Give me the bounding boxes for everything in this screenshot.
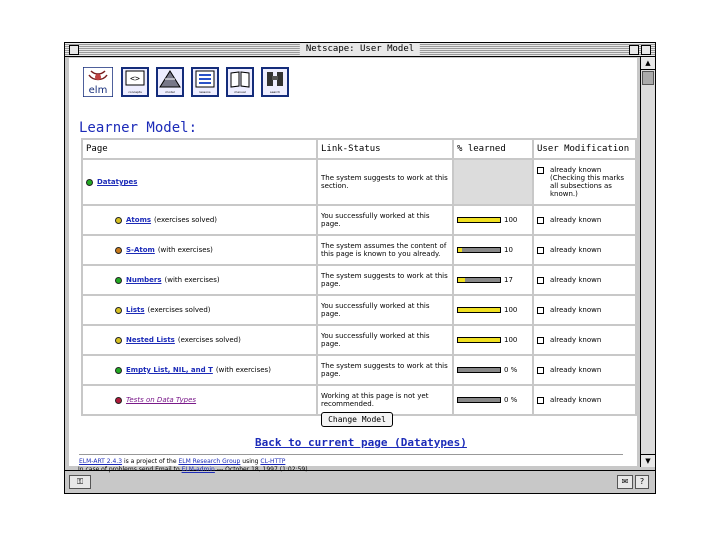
already-known-checkbox[interactable] — [537, 397, 544, 404]
model-button[interactable] — [156, 67, 184, 97]
learner-model-table — [81, 138, 637, 416]
progress-fill — [458, 248, 462, 252]
footer-text-1: is a project of the — [123, 458, 177, 465]
status-ball-icon — [115, 397, 122, 404]
list-icon — [193, 69, 217, 89]
page-cell — [83, 356, 316, 384]
progress-bar — [457, 277, 501, 283]
footer-text-4: --- October 18, 1997 (1:02:59) — [216, 466, 308, 473]
page-link[interactable]: S-Atom — [126, 246, 155, 254]
progress-bar — [457, 337, 501, 343]
progress-fill — [458, 338, 500, 342]
percent-learned-cell — [454, 206, 532, 234]
page-link[interactable]: Atoms — [126, 216, 152, 224]
progress-bar — [457, 217, 501, 223]
percent-learned-cell — [454, 326, 532, 354]
table-row — [83, 160, 635, 204]
link-status-cell: The system suggests to work at this section. — [318, 160, 452, 204]
header-page: Page — [83, 140, 316, 158]
progress-fill — [458, 308, 500, 312]
page-cell — [83, 386, 316, 414]
already-known-label: already known — [550, 336, 602, 344]
page-title: Learner Model: — [79, 120, 198, 136]
already-known-label: already known — [550, 216, 602, 224]
table-row — [83, 266, 635, 294]
elm-research-group-link[interactable]: ELM Research Group — [178, 458, 241, 465]
page-content — [69, 58, 637, 466]
user-modification-cell — [534, 356, 635, 384]
footer-line-1 — [79, 458, 285, 465]
status-ball-icon — [115, 307, 122, 314]
window-title: Netscape: User Model — [300, 43, 420, 56]
link-status-cell: You successfully worked at this page. — [318, 206, 452, 234]
percent-learned-cell — [454, 356, 532, 384]
cl-http-link[interactable]: CL-HTTP — [260, 458, 286, 465]
mail-icon[interactable]: ✉ — [617, 475, 633, 489]
elm-admin-link[interactable]: ELM-admin — [181, 466, 215, 473]
footer-line-2 — [78, 466, 308, 473]
progress-bar — [457, 367, 501, 373]
percent-value: 100 — [504, 336, 518, 344]
page-cell — [83, 266, 316, 294]
page-cell — [83, 236, 316, 264]
already-known-label: already known — [550, 276, 602, 284]
browser-window — [64, 42, 656, 494]
title-bar[interactable] — [65, 43, 655, 57]
page-suffix: (with exercises) — [164, 276, 220, 284]
link-status-cell: The system suggests to work at this page. — [318, 266, 452, 294]
lessons-caption: lessons — [199, 90, 211, 94]
close-box-icon[interactable] — [69, 45, 79, 55]
status-ball-icon — [115, 367, 122, 374]
already-known-checkbox[interactable] — [537, 307, 544, 314]
page-link[interactable]: Numbers — [126, 276, 162, 284]
page-cell — [83, 326, 316, 354]
elm-art-link[interactable]: ELM-ART 2.4.3 — [79, 458, 123, 465]
percent-value: 0 % — [504, 396, 518, 404]
status-bar — [65, 470, 655, 493]
binoculars-icon — [263, 69, 287, 89]
user-modification-cell — [534, 236, 635, 264]
scroll-up-arrow-icon[interactable]: ▲ — [641, 57, 655, 70]
book-icon — [228, 69, 252, 89]
percent-value: 100 — [504, 306, 518, 314]
table-row — [83, 236, 635, 264]
percent-value: 100 — [504, 216, 518, 224]
already-known-checkbox[interactable] — [537, 247, 544, 254]
scroll-down-arrow-icon[interactable]: ▼ — [641, 454, 655, 467]
already-known-checkbox[interactable] — [537, 337, 544, 344]
progress-fill — [458, 278, 465, 282]
progress-bar — [457, 307, 501, 313]
page-suffix: (exercises solved) — [147, 306, 211, 314]
already-known-checkbox[interactable] — [537, 367, 544, 374]
model-caption: model — [165, 90, 175, 94]
page-link[interactable]: Empty List, NIL, and T — [126, 366, 213, 374]
page-link[interactable]: Datatypes — [97, 178, 138, 186]
already-known-label: already known — [550, 166, 602, 174]
page-link[interactable]: Tests on Data Types — [126, 396, 197, 404]
already-known-checkbox[interactable] — [537, 167, 544, 174]
table-row — [83, 386, 635, 414]
already-known-checkbox[interactable] — [537, 277, 544, 284]
page-suffix: (exercises solved) — [154, 216, 218, 224]
vertical-scrollbar[interactable] — [640, 57, 655, 467]
page-suffix: (exercises solved) — [177, 336, 241, 344]
footer-text-2: using — [242, 458, 259, 465]
manual-button[interactable] — [226, 67, 254, 97]
link-status-cell: You successfully worked at this page. — [318, 326, 452, 354]
progress-fill — [458, 218, 500, 222]
svg-text:<>: <> — [130, 74, 140, 83]
page-cell — [83, 206, 316, 234]
table-row — [83, 206, 635, 234]
table-row — [83, 326, 635, 354]
already-known-label: already known — [550, 246, 602, 254]
link-status-cell: The system suggests to work at this page. — [318, 356, 452, 384]
table-row — [83, 356, 635, 384]
user-modification-cell — [534, 326, 635, 354]
header-user-modification: User Modification — [534, 140, 635, 158]
lessons-button[interactable] — [191, 67, 219, 97]
scroll-thumb[interactable] — [642, 71, 654, 85]
page-cell — [83, 160, 316, 204]
already-known-checkbox[interactable] — [537, 217, 544, 224]
search-caption: search — [270, 90, 280, 94]
percent-learned-cell — [454, 386, 532, 414]
link-status-cell: The system assumes the content of this page is known to you already. — [318, 236, 452, 264]
elm-logo — [83, 67, 113, 97]
percent-learned-cell — [454, 236, 532, 264]
zoom-box-icon[interactable] — [629, 45, 639, 55]
user-modification-cell — [534, 160, 635, 204]
back-to-current-page-link[interactable]: Back to current page (Datatypes) — [255, 436, 467, 449]
percent-learned-cell — [454, 296, 532, 324]
header-percent-learned: % learned — [454, 140, 532, 158]
status-ball-icon — [115, 217, 122, 224]
manual-caption: manual — [234, 90, 246, 94]
user-modification-cell — [534, 296, 635, 324]
status-ball-icon — [86, 179, 93, 186]
already-known-note: (Checking this marks all subsections as known.) — [550, 174, 624, 198]
already-known-label: already known — [550, 306, 602, 314]
change-model-button[interactable]: Change Model — [321, 412, 393, 427]
collapse-box-icon[interactable] — [641, 45, 651, 55]
user-modification-cell — [534, 386, 635, 414]
page-suffix: (with exercises) — [157, 246, 213, 254]
help-icon[interactable]: ? — [635, 475, 649, 489]
logo-text: elm — [88, 85, 108, 96]
already-known-label: already known — [550, 366, 602, 374]
page-link[interactable]: Nested Lists — [126, 336, 175, 344]
security-key-icon[interactable]: ⚿ — [69, 475, 91, 489]
pyramid-icon — [158, 69, 182, 89]
percent-learned-cell — [454, 160, 532, 204]
table-row — [83, 296, 635, 324]
page-cell — [83, 296, 316, 324]
status-ball-icon — [115, 247, 122, 254]
percent-value: 17 — [504, 276, 513, 284]
already-known-label: already known — [550, 396, 602, 404]
footer-text-3: In case of problems send Email to — [78, 466, 180, 473]
link-status-cell: Working at this page is not yet recommended. — [318, 386, 452, 414]
link-status-cell: You successfully worked at this page. — [318, 296, 452, 324]
concepts-button[interactable] — [121, 67, 149, 97]
percent-learned-cell — [454, 266, 532, 294]
page-link[interactable]: Lists — [126, 306, 145, 314]
percent-value: 10 — [504, 246, 513, 254]
user-modification-cell — [534, 206, 635, 234]
concepts-caption: concepts — [128, 90, 142, 94]
code-icon — [123, 69, 147, 89]
divider — [79, 454, 623, 455]
status-ball-icon — [115, 277, 122, 284]
status-ball-icon — [115, 337, 122, 344]
percent-value: 0 % — [504, 366, 518, 374]
user-modification-cell — [534, 266, 635, 294]
search-button[interactable] — [261, 67, 289, 97]
progress-bar — [457, 397, 501, 403]
progress-bar — [457, 247, 501, 253]
page-suffix: (with exercises) — [215, 366, 271, 374]
header-link-status: Link-Status — [318, 140, 452, 158]
